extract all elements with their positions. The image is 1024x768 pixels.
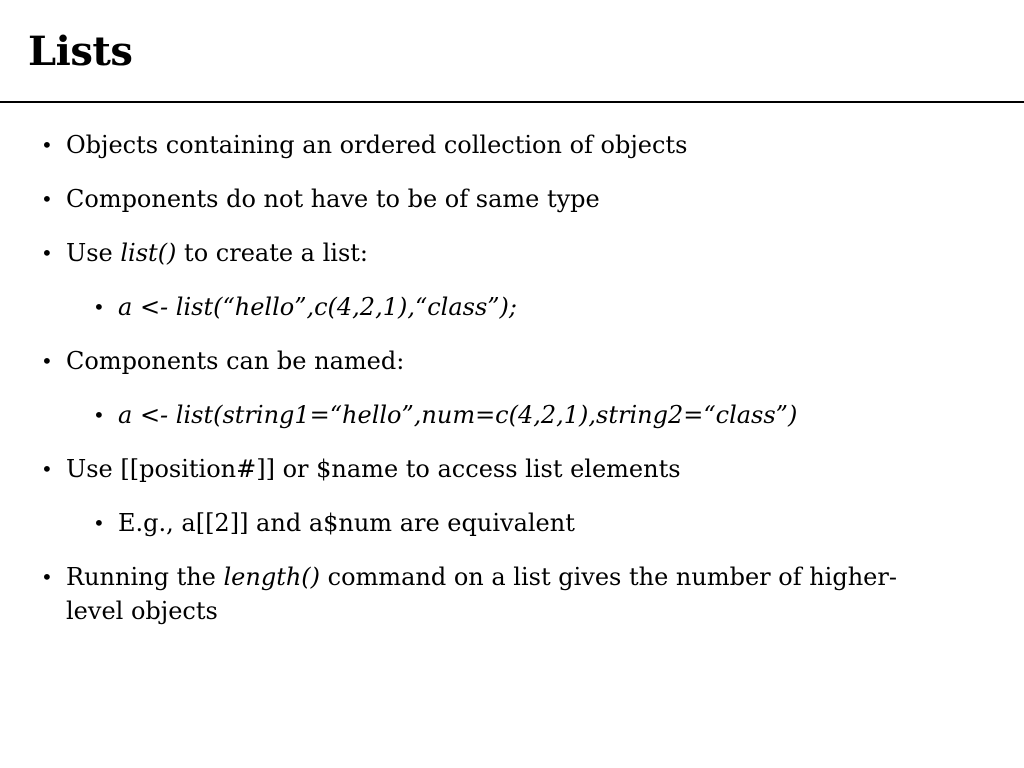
bullet-components-named <box>0 344 1024 378</box>
sub-bullet-named-example <box>0 398 1024 432</box>
slide-title: Lists <box>28 28 133 75</box>
sub-bullet-list-example <box>0 290 1024 324</box>
bullet-text: Components do not have to be of same type <box>66 185 600 213</box>
code-example: a <- list(“hello”,c(4,2,1),“class”); <box>118 293 517 321</box>
bullet-text: Objects containing an ordered collection of objects <box>66 131 688 159</box>
bullet-text-pre: Use <box>66 239 121 267</box>
bullet-text: E.g., a[[2]] and a$num are equivalent <box>118 509 575 537</box>
bullet-text-pre: Running the <box>66 563 224 591</box>
title-divider <box>0 101 1024 103</box>
bullet-list <box>0 128 1024 648</box>
bullet-length-command <box>0 560 1024 628</box>
code-example: a <- list(string1=“hello”,num=c(4,2,1),string2=“class”) <box>118 401 798 429</box>
bullet-text-post: command on a list gives the number of higher-level objects <box>66 563 897 625</box>
bullet-text: Use [[position#]] or $name to access list elements <box>66 455 681 483</box>
bullet-objects-ordered <box>0 128 1024 162</box>
bullet-code-inline: length() <box>223 563 321 591</box>
bullet-access-elements <box>0 452 1024 486</box>
bullet-use-list <box>0 236 1024 270</box>
bullet-text: Components can be named: <box>66 347 405 375</box>
bullet-components-type <box>0 182 1024 216</box>
bullet-text-post: to create a list: <box>176 239 369 267</box>
bullet-code-inline: list() <box>120 239 177 267</box>
sub-bullet-equivalent <box>0 506 1024 540</box>
